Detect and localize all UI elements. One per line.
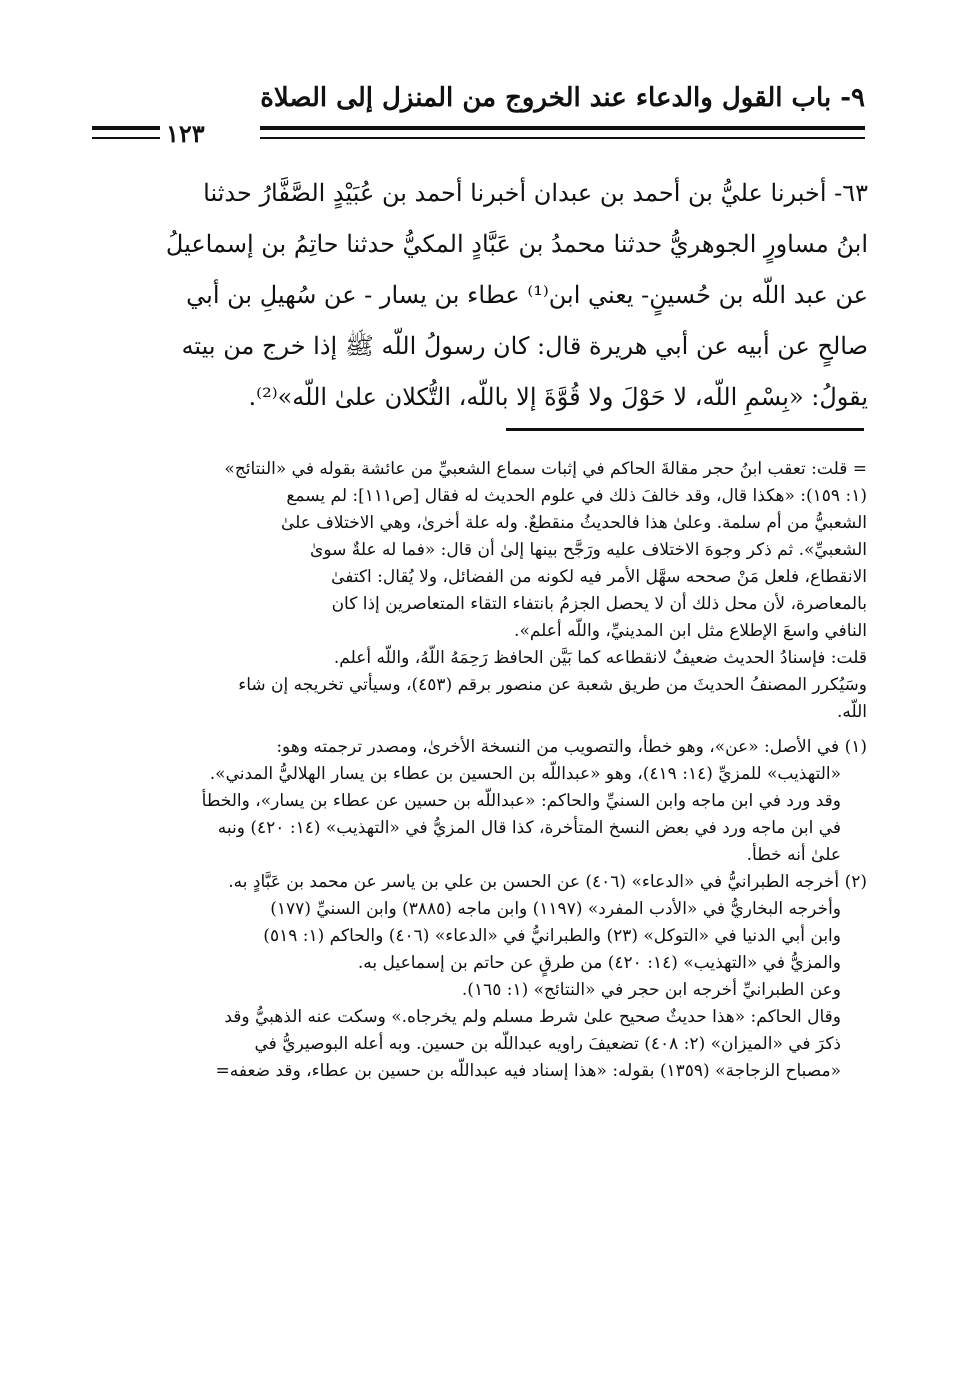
- note-line: «مصباح الزجاجة» (١٣٥٩) بقوله: «هذا إسناد فيه عبداللّه بن حسين بن عطاء، وقد ضعفه=: [215, 1061, 841, 1081]
- note-line: اللّه.: [836, 702, 867, 722]
- note-line: الشعبيِّ». ثم ذكر وجوهَ الاختلاف عليه ورَجَّح بينها إلىٰ أن قال: «فما له علةٌ سوىٰ: [310, 540, 867, 560]
- footnote-separator: [506, 428, 864, 431]
- note-line: الشعبيُّ من أم سلمة. وعلىٰ هذا فالحديثُ منقطعٌ. وله علة أخرىٰ، وهي الاختلاف علىٰ: [280, 513, 867, 533]
- note-line: والمزيُّ في «التهذيب» (١٤: ٤٢٠) من طرقٍ عن حاتم بن إسماعيل به.: [357, 953, 841, 973]
- note-line: بالمعاصرة، لأن محل ذلك أن لا يحصل الجزمُ بانتفاء التقاء المتعاصرين إذا كان: [331, 594, 867, 614]
- hadith-line: عن عبد اللّه بن حُسينٍ- يعني ابن⁽¹⁾ عطاء بن يسار - عن سُهيلِ بن أبي: [186, 281, 868, 309]
- footnote-gap: [92, 726, 867, 734]
- note-line: وقد ورد في ابن ماجه وابن السنيِّ والحاكم: «عبداللّه بن حسين عن عطاء بن يسار»، والخطأ: [201, 791, 841, 811]
- header-rule-short: [92, 126, 160, 139]
- hadith-line: ابنُ مساورٍ الجوهريُّ حدثنا محمدُ بن عَبَّادٍ المكيُّ حدثنا حاتِمُ بن إسماعيلُ: [165, 230, 868, 258]
- note-line: في ابن ماجه ورد في بعض النسخ المتأخرة، كذا قال المزيُّ في «التهذيب» (١٤: ٤٢٠) ونبه: [217, 818, 841, 838]
- footnote-continuation: [92, 456, 867, 726]
- note-line: [92, 869, 867, 896]
- note-line: وعن الطبرانيِّ أخرجه ابن حجر في «النتائج» (١: ١٦٥).: [461, 980, 841, 1000]
- footnote-1: [92, 734, 867, 869]
- note-text: في الأصل: «عن»، وهو خطأ، والتصويب من النسخة الأخرىٰ، ومصدر ترجمته وهو:: [276, 737, 840, 757]
- note-line: وابن أبي الدنيا في «التوكل» (٢٣) والطبرانيُّ في «الدعاء» (٤٠٦) والحاكم (١: ٥١٩): [263, 926, 841, 946]
- chapter-title: ٩- باب القول والدعاء عند الخروج من المنزل إلى الصلاة: [260, 83, 865, 113]
- page-header: [92, 78, 865, 148]
- note-line: ذكرَ في «الميزان» (٢: ٤٠٨) تضعيفَ راويه عبداللّه بن حسين. وبه أعله البوصيريُّ في: [254, 1034, 841, 1054]
- page-number: ١٢٣: [166, 119, 205, 148]
- hadith-line: يقولُ: «بِسْمِ اللّه، لا حَوْلَ ولا قُوَّةَ إلا باللّه، التُّكلان علىٰ اللّه»⁽²⁾.: [248, 383, 868, 411]
- note-text: أخرجه الطبرانيُّ في «الدعاء» (٤٠٦) عن الحسن بن علي بن ياسر عن محمد بن عَبَّادٍ به.: [228, 872, 840, 892]
- note-line: (١: ١٥٩): «هكذا قال، وقد خالفَ ذلك في علوم الحديث له فقال [ص١١١]: لم يسمع: [286, 486, 867, 506]
- note-line: [92, 734, 867, 761]
- note-line: قلت: فإسنادُ الحديث ضعيفٌ لانقطاعه كما بَيَّن الحافظ رَحِمَهُ اللّهُ، واللّه أعلم.: [333, 648, 867, 668]
- header-rule-long: [260, 126, 865, 139]
- note-line: «التهذيب» للمزيِّ (١٤: ٤١٩)، وهو «عبداللّه بن الحسين بن عطاء بن يسار الهلاليُّ المدني».: [209, 764, 841, 784]
- footnote-number: (٢): [844, 872, 867, 892]
- footnote-number: (١): [844, 737, 867, 757]
- footnote-2: [92, 869, 867, 1085]
- hadith-line: ٦٣- أخبرنا عليُّ بن أحمد بن عبدان أخبرنا أحمد بن عُبَيْدٍ الصَّفَّارُ حدثنا: [203, 179, 868, 207]
- hadith-text: [92, 168, 868, 423]
- footnotes: [92, 456, 867, 1085]
- note-line: وسَيُكرر المصنفُ الحديثَ من طريق شعبة عن منصور برقم (٤٥٣)، وسيأتي تخريجه إن شاء: [238, 675, 867, 695]
- note-line: الانقطاع، فلعل مَنْ صححه سهَّل الأمر فيه لكونه من الفضائل، ولا يُقال: اكتفىٰ: [331, 567, 867, 587]
- note-line: وأخرجه البخاريُّ في «الأدب المفرد» (١١٩٧) وابن ماجه (٣٨٨٥) وابن السنيِّ (١٧٧): [270, 899, 841, 919]
- hadith-line: صالحٍ عن أبيه عن أبي هريرة قال: كان رسولُ اللّه ﷺ إذا خرج من بيته: [181, 332, 868, 360]
- note-line: = قلت: تعقب ابنُ حجر مقالةَ الحاكم في إثبات سماع الشعبيِّ من عائشة بقوله في «النتائج»: [224, 459, 867, 479]
- note-line: النافي واسعَ الإطلاع مثل ابن المدينيِّ، واللّه أعلم».: [514, 621, 867, 641]
- note-line: وقال الحاكم: «هذا حديثٌ صحيح علىٰ شرط مسلم ولم يخرجاه.» وسكت عنه الذهبيُّ وقد: [224, 1007, 841, 1027]
- note-line: علىٰ أنه خطأ.: [746, 845, 841, 865]
